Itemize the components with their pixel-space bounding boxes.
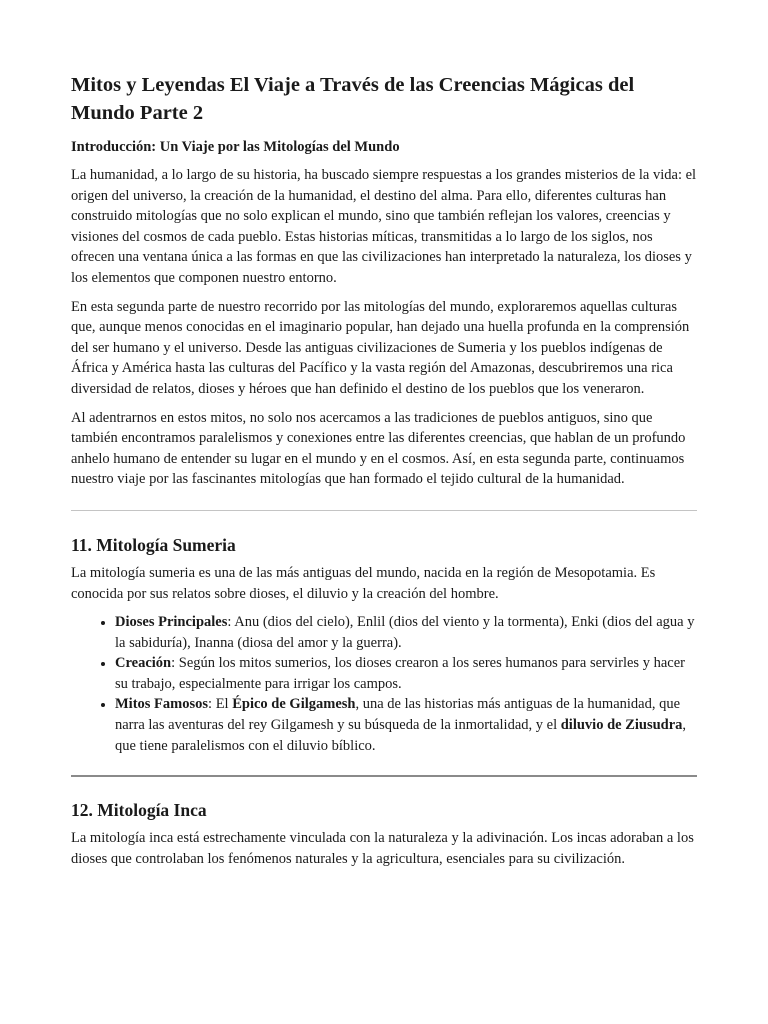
intro-heading: Introducción: Un Viaje por las Mitologías del Mundo xyxy=(71,139,400,155)
list-item-text: : Anu (dios del cielo), Enlil (dios del viento y la tormenta), Enki (dios del agua y la sabiduría), Inanna (diosa del amor y la guerra). xyxy=(115,614,695,651)
list-item-label: Creación xyxy=(115,655,172,672)
section-paragraph: La mitología inca está estrechamente vinculada con la naturaleza y la adivinación. Los incas adoraban a los dioses que controlaban los fenómenos naturales y la agricultura, esenciales para su civilización. xyxy=(71,830,694,867)
section-heading-inca: 12. Mitología Inca xyxy=(71,800,207,821)
list-item-text: : Según los mitos sumerios, los dioses crearon a los seres humanos para servirles y hacer su trabajo, especialmente para irrigar los campos. xyxy=(115,655,685,692)
list-item xyxy=(115,653,697,694)
section-divider xyxy=(71,510,697,511)
intro-paragraph: La humanidad, a lo largo de su historia, ha buscado siempre respuestas a los grandes misterios de la vida: el origen del universo, la creación de la humanidad, el destino del alma. Para ello, diferentes culturas han construido mitologías que no solo explican el mundo, sino que también reflejan los valores, creencias y visiones del cosmos de cada pueblo. Estas historias míticas, transmitidas a lo largo de los siglos, nos ofrecen una ventana única a las formas en que las civilizaciones han interpretado la naturaleza, los dioses y los elementos que componen nuestro entorno. xyxy=(71,167,697,286)
list-item-text: , una de las historias más antiguas de la humanidad, que narra las aventuras del rey Gilgamesh y su búsqueda de la inmortalidad, y el xyxy=(115,696,681,734)
list-item-text: : El xyxy=(208,696,233,713)
section-paragraph: La mitología sumeria es una de las más antiguas del mundo, nacida en la región de Mesopotamia. Es conocida por sus relatos sobre dioses, el diluvio y la creación del hombre. xyxy=(71,564,656,602)
list-item-text: , que tiene paralelismos con el diluvio bíblico. xyxy=(115,717,687,754)
intro-paragraph: En esta segunda parte de nuestro recorrido por las mitologías del mundo, exploraremos aquellas culturas que, aunque menos conocidas en el imaginario popular, han dejado una huella profunda en la comprensión del ser humano y el universo. Desde las antiguas civilizaciones de Sumeria y los pueblos indígenas de África y América hasta las culturas del Pacífico y la vasta región del Amazonas, descubriremos una rica diversidad de relatos, dioses y héroes que han definido el destino de los pueblos que los veneraron. xyxy=(71,298,690,397)
list-item-label: Mitos Famosos xyxy=(115,696,209,713)
list-item-bold: Épico de Gilgamesh xyxy=(232,696,356,713)
list-item xyxy=(115,694,697,756)
document-title: Mitos y Leyendas El Viaje a Través de las Creencias Mágicas del Mundo Parte 2 xyxy=(71,74,635,124)
section-divider xyxy=(71,775,697,777)
sumeria-list xyxy=(71,612,697,756)
section-heading-sumeria: 11. Mitología Sumeria xyxy=(71,534,236,555)
list-item-bold: diluvio de Ziusudra xyxy=(560,717,683,734)
intro-paragraph: Al adentrarnos en estos mitos, no solo nos acercamos a las tradiciones de pueblos antiguos, sino que también encontramos paralelismos y conexiones entre las diferentes creencias, que hablan de un profundo anhelo humano de entender su lugar en el mundo y en el cosmos. Así, en esta segunda parte, continuamos nuestro viaje por las fascinantes mitologías que han formado el tejido cultural de la humanidad. xyxy=(71,409,686,488)
list-item-label: Dioses Principales xyxy=(115,614,228,631)
list-item xyxy=(115,612,697,653)
